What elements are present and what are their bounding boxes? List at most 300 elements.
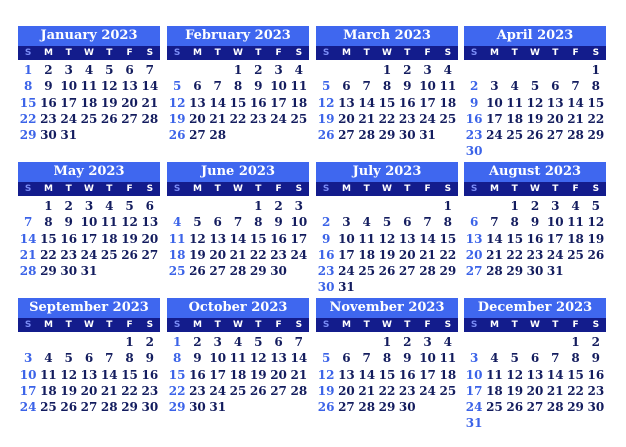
day-cell: 11 — [80, 79, 98, 94]
day-cell: 30 — [270, 264, 287, 279]
day-cell: 15 — [587, 95, 605, 110]
day-cell: 5 — [193, 215, 202, 230]
day-cell: 8 — [591, 79, 601, 94]
day-cell: 22 — [249, 247, 267, 262]
day-cell: 13 — [398, 231, 416, 246]
empty-cell — [525, 62, 545, 78]
day-cell: 13 — [465, 231, 483, 246]
weekday-label: F — [275, 320, 282, 330]
day-cell: 1 — [382, 63, 392, 77]
weekday-label: S — [146, 184, 154, 194]
day-cell: 12 — [168, 95, 186, 110]
day-cell: 17 — [60, 95, 78, 110]
day-cell: 28 — [209, 128, 227, 143]
day-cell: 29 — [249, 264, 267, 279]
day-cell: 7 — [105, 351, 114, 366]
day-cell: 28 — [229, 264, 247, 279]
day-cell: 9 — [64, 215, 73, 230]
day-cell: 28 — [100, 400, 118, 415]
weekday-header — [316, 318, 458, 332]
day-cell: 16 — [587, 367, 605, 382]
day-cell: 30 — [141, 400, 159, 415]
day-cell: 8 — [233, 79, 243, 94]
weekday-header — [18, 182, 160, 196]
weekday-label: S — [444, 48, 452, 58]
day-cell: 31 — [209, 400, 227, 415]
day-cell: 24 — [290, 247, 308, 262]
month-block — [18, 298, 160, 415]
day-cell: 17 — [486, 111, 503, 126]
day-cell: 25 — [290, 111, 308, 126]
empty-cell — [505, 62, 525, 78]
weekday-label: T — [214, 320, 221, 330]
day-cell: 14 — [419, 231, 436, 246]
day-cell: 17 — [465, 383, 483, 398]
day-cell: 20 — [526, 383, 544, 398]
day-cell: 28 — [567, 128, 584, 143]
month-block — [316, 298, 458, 415]
day-cell: 6 — [145, 199, 155, 213]
weekday-label: S — [146, 320, 154, 330]
day-cell: 9 — [321, 231, 331, 246]
day-cell: 21 — [290, 367, 308, 382]
weekday-label: W — [233, 48, 243, 58]
day-cell: 19 — [121, 231, 138, 246]
day-cell: 6 — [342, 79, 351, 94]
day-cell: 12 — [60, 367, 78, 382]
day-cell: 7 — [233, 215, 243, 230]
weekday-label: F — [275, 184, 282, 194]
day-cell: 8 — [382, 79, 392, 94]
day-cell: 11 — [439, 79, 457, 94]
day-cell: 12 — [100, 79, 118, 94]
day-cell: 9 — [469, 95, 479, 110]
day-cell: 3 — [213, 335, 222, 349]
day-cell: 25 — [40, 400, 57, 415]
day-cell: 18 — [290, 95, 308, 110]
empty-cell — [316, 334, 336, 350]
day-cell: 1 — [443, 199, 453, 213]
day-cell: 6 — [125, 63, 134, 77]
day-cell: 27 — [338, 128, 355, 143]
day-cell: 2 — [403, 335, 412, 349]
day-cell: 11 — [290, 79, 308, 94]
day-cell: 14 — [290, 351, 308, 366]
day-cell: 15 — [439, 231, 457, 246]
empty-cell — [18, 198, 38, 214]
weekday-label: T — [363, 184, 370, 194]
weekday-label: W — [84, 320, 94, 330]
month-title: December 2023 — [464, 298, 606, 318]
day-cell: 15 — [378, 367, 396, 382]
day-cell: 12 — [121, 215, 138, 230]
weekday-label: M — [192, 184, 202, 194]
day-cell: 24 — [80, 247, 98, 262]
day-cell: 17 — [338, 247, 355, 262]
day-cell: 26 — [317, 128, 335, 143]
weekday-label: W — [530, 184, 540, 194]
month-title: July 2023 — [316, 162, 458, 182]
day-cell: 29 — [168, 400, 186, 415]
day-cell: 29 — [378, 400, 396, 415]
day-cell: 21 — [358, 111, 376, 126]
day-grid — [316, 332, 458, 415]
weekday-label: T — [404, 184, 411, 194]
day-grid — [464, 196, 606, 279]
weekday-label: T — [65, 48, 72, 58]
weekday-label: T — [255, 184, 262, 194]
day-cell: 22 — [19, 111, 37, 126]
day-cell: 19 — [317, 111, 335, 126]
day-cell: 1 — [591, 63, 601, 77]
day-cell: 28 — [546, 400, 564, 415]
weekday-label: T — [363, 320, 370, 330]
day-cell: 22 — [168, 383, 186, 398]
weekday-header — [18, 46, 160, 60]
weekday-header — [167, 182, 309, 196]
month-block — [18, 162, 160, 279]
weekday-label: S — [295, 48, 303, 58]
day-cell: 10 — [486, 95, 503, 110]
day-grid — [167, 332, 309, 415]
day-cell: 24 — [60, 111, 78, 126]
empty-cell — [417, 198, 437, 214]
day-cell: 5 — [321, 79, 331, 94]
day-cell: 13 — [546, 95, 564, 110]
day-cell: 27 — [546, 128, 564, 143]
day-cell: 23 — [398, 111, 416, 126]
day-cell: 7 — [362, 351, 371, 366]
weekday-label: F — [126, 184, 133, 194]
day-cell: 13 — [270, 351, 287, 366]
day-cell: 28 — [19, 264, 37, 279]
day-cell: 9 — [591, 351, 601, 366]
day-cell: 3 — [423, 335, 432, 349]
weekday-label: T — [511, 320, 518, 330]
day-cell: 15 — [506, 231, 524, 246]
day-cell: 5 — [510, 351, 519, 366]
empty-cell — [484, 334, 504, 350]
month-block — [167, 298, 309, 415]
day-cell: 6 — [213, 215, 222, 230]
empty-cell — [187, 198, 207, 214]
weekday-label: T — [255, 48, 262, 58]
empty-cell — [208, 62, 228, 78]
day-cell: 4 — [44, 351, 53, 366]
weekday-label: F — [126, 48, 133, 58]
day-cell: 27 — [141, 247, 159, 262]
day-grid — [167, 196, 309, 279]
day-cell: 18 — [80, 95, 98, 110]
day-cell: 3 — [469, 351, 479, 366]
day-cell: 27 — [526, 400, 544, 415]
weekday-label: S — [146, 48, 154, 58]
day-cell: 2 — [403, 63, 412, 77]
day-cell: 18 — [229, 367, 247, 382]
weekday-label: F — [572, 48, 579, 58]
day-cell: 15 — [168, 367, 186, 382]
weekday-label: S — [444, 320, 452, 330]
weekday-label: M — [341, 184, 351, 194]
day-cell: 1 — [44, 199, 53, 213]
day-cell: 7 — [294, 335, 304, 349]
weekday-label: W — [382, 48, 392, 58]
day-cell: 31 — [546, 264, 564, 279]
day-cell: 13 — [526, 367, 544, 382]
weekday-label: T — [511, 184, 518, 194]
weekday-label: W — [233, 320, 243, 330]
day-cell: 20 — [141, 231, 159, 246]
day-cell: 10 — [209, 351, 227, 366]
day-cell: 30 — [526, 264, 544, 279]
day-cell: 10 — [419, 351, 436, 366]
weekday-label: S — [173, 48, 181, 58]
empty-cell — [357, 198, 377, 214]
day-cell: 26 — [249, 383, 267, 398]
day-cell: 16 — [398, 95, 416, 110]
day-cell: 3 — [551, 199, 560, 213]
day-cell: 9 — [193, 351, 202, 366]
day-cell: 28 — [419, 264, 436, 279]
day-cell: 9 — [403, 351, 412, 366]
day-cell: 23 — [526, 247, 544, 262]
day-cell: 14 — [486, 231, 503, 246]
month-block — [316, 162, 458, 296]
weekday-label: S — [24, 320, 32, 330]
day-cell: 22 — [506, 247, 524, 262]
weekday-label: M — [489, 184, 499, 194]
day-cell: 16 — [317, 247, 335, 262]
day-cell: 5 — [125, 199, 134, 213]
day-cell: 19 — [249, 367, 267, 382]
day-cell: 20 — [338, 383, 355, 398]
day-cell: 4 — [172, 215, 182, 230]
day-cell: 11 — [100, 215, 118, 230]
day-cell: 1 — [23, 63, 33, 77]
day-cell: 12 — [317, 367, 335, 382]
day-cell: 14 — [358, 367, 376, 382]
day-cell: 21 — [141, 95, 159, 110]
day-cell: 20 — [546, 111, 564, 126]
day-cell: 24 — [419, 111, 436, 126]
day-cell: 9 — [403, 79, 412, 94]
empty-cell — [18, 334, 38, 350]
weekday-label: T — [404, 48, 411, 58]
day-cell: 9 — [254, 79, 263, 94]
day-cell: 26 — [526, 128, 544, 143]
day-cell: 22 — [378, 383, 396, 398]
day-cell: 9 — [44, 79, 53, 94]
day-cell: 6 — [469, 215, 479, 230]
weekday-label: T — [106, 48, 113, 58]
day-grid — [464, 332, 606, 432]
weekday-label: S — [592, 48, 600, 58]
day-cell: 27 — [80, 400, 98, 415]
day-cell: 5 — [254, 335, 263, 349]
day-cell: 12 — [249, 351, 267, 366]
weekday-label: T — [552, 48, 559, 58]
day-cell: 15 — [121, 367, 138, 382]
day-cell: 7 — [423, 215, 432, 230]
day-cell: 23 — [60, 247, 78, 262]
day-cell: 25 — [168, 264, 186, 279]
day-cell: 4 — [105, 199, 114, 213]
day-cell: 19 — [100, 95, 118, 110]
empty-cell — [79, 334, 99, 350]
day-cell: 18 — [486, 383, 503, 398]
empty-cell — [336, 62, 356, 78]
day-cell: 18 — [358, 247, 376, 262]
day-cell: 11 — [506, 95, 524, 110]
day-cell: 4 — [443, 335, 453, 349]
day-cell: 12 — [506, 367, 524, 382]
weekday-label: T — [552, 320, 559, 330]
weekday-label: M — [43, 320, 53, 330]
day-cell: 29 — [506, 264, 524, 279]
day-cell: 5 — [321, 351, 331, 366]
day-cell: 10 — [546, 215, 564, 230]
day-cell: 5 — [530, 79, 540, 94]
day-cell: 7 — [490, 215, 499, 230]
day-cell: 2 — [321, 215, 331, 230]
day-cell: 20 — [465, 247, 483, 262]
day-cell: 14 — [567, 95, 584, 110]
day-cell: 7 — [571, 79, 580, 94]
empty-cell — [397, 198, 417, 214]
day-cell: 30 — [317, 280, 335, 295]
day-cell: 30 — [587, 400, 605, 415]
weekday-label: W — [382, 184, 392, 194]
day-cell: 22 — [567, 383, 584, 398]
day-cell: 13 — [141, 215, 159, 230]
day-cell: 22 — [40, 247, 57, 262]
day-cell: 16 — [465, 111, 483, 126]
day-cell: 2 — [64, 199, 73, 213]
month-block — [316, 26, 458, 143]
day-cell: 19 — [506, 383, 524, 398]
weekday-label: W — [530, 320, 540, 330]
day-cell: 20 — [121, 95, 138, 110]
day-cell: 21 — [546, 383, 564, 398]
day-cell: 12 — [189, 231, 206, 246]
day-cell: 4 — [490, 351, 499, 366]
day-cell: 13 — [80, 367, 98, 382]
empty-cell — [187, 62, 207, 78]
weekday-label: T — [106, 320, 113, 330]
day-cell: 4 — [571, 199, 580, 213]
empty-cell — [99, 334, 119, 350]
day-cell: 27 — [189, 128, 206, 143]
day-cell: 18 — [168, 247, 186, 262]
day-cell: 19 — [526, 111, 544, 126]
empty-cell — [208, 198, 228, 214]
day-cell: 14 — [546, 367, 564, 382]
day-cell: 3 — [490, 79, 499, 94]
day-grid — [316, 196, 458, 296]
day-cell: 26 — [168, 128, 186, 143]
day-cell: 18 — [506, 111, 524, 126]
day-cell: 30 — [398, 128, 416, 143]
weekday-label: S — [444, 184, 452, 194]
day-cell: 9 — [145, 351, 155, 366]
day-cell: 17 — [546, 231, 564, 246]
month-title: August 2023 — [464, 162, 606, 182]
day-cell: 18 — [40, 383, 57, 398]
day-cell: 16 — [40, 95, 57, 110]
day-cell: 8 — [254, 215, 263, 230]
day-cell: 4 — [294, 63, 304, 77]
day-cell: 22 — [378, 111, 396, 126]
day-cell: 16 — [249, 95, 267, 110]
day-cell: 30 — [189, 400, 206, 415]
day-cell: 11 — [486, 367, 503, 382]
day-cell: 2 — [469, 79, 479, 94]
day-cell: 20 — [338, 111, 355, 126]
weekday-label: M — [192, 320, 202, 330]
day-cell: 10 — [80, 215, 98, 230]
day-cell: 18 — [439, 95, 457, 110]
month-title: January 2023 — [18, 26, 160, 46]
weekday-label: T — [106, 184, 113, 194]
day-cell: 14 — [358, 95, 376, 110]
day-cell: 10 — [19, 367, 37, 382]
day-cell: 4 — [443, 63, 453, 77]
day-cell: 2 — [530, 199, 540, 213]
weekday-label: S — [592, 320, 600, 330]
day-cell: 22 — [121, 383, 138, 398]
day-cell: 19 — [168, 111, 186, 126]
day-cell: 23 — [40, 111, 57, 126]
day-cell: 8 — [172, 351, 182, 366]
day-cell: 27 — [209, 264, 227, 279]
day-cell: 26 — [317, 400, 335, 415]
day-cell: 27 — [338, 400, 355, 415]
day-cell: 8 — [23, 79, 33, 94]
empty-cell — [484, 198, 504, 214]
empty-cell — [316, 198, 336, 214]
day-cell: 15 — [249, 231, 267, 246]
day-cell: 25 — [567, 247, 584, 262]
day-cell: 29 — [587, 128, 605, 143]
day-cell: 28 — [358, 400, 376, 415]
day-cell: 12 — [317, 95, 335, 110]
weekday-label: M — [43, 48, 53, 58]
day-cell: 7 — [362, 79, 371, 94]
empty-cell — [464, 198, 484, 214]
day-cell: 21 — [100, 383, 118, 398]
empty-cell — [484, 62, 504, 78]
empty-cell — [316, 62, 336, 78]
weekday-label: M — [489, 48, 499, 58]
day-cell: 21 — [209, 111, 227, 126]
day-cell: 5 — [382, 215, 392, 230]
day-cell: 28 — [358, 128, 376, 143]
weekday-label: F — [126, 320, 133, 330]
day-cell: 20 — [189, 111, 206, 126]
day-cell: 22 — [587, 111, 605, 126]
day-cell: 15 — [19, 95, 37, 110]
day-cell: 3 — [23, 351, 33, 366]
day-cell: 25 — [229, 383, 247, 398]
day-cell: 1 — [233, 63, 243, 77]
day-cell: 26 — [378, 264, 396, 279]
day-cell: 10 — [60, 79, 78, 94]
day-cell: 25 — [486, 400, 503, 415]
month-title: March 2023 — [316, 26, 458, 46]
day-cell: 11 — [229, 351, 247, 366]
day-cell: 1 — [172, 335, 182, 349]
day-cell: 23 — [465, 128, 483, 143]
